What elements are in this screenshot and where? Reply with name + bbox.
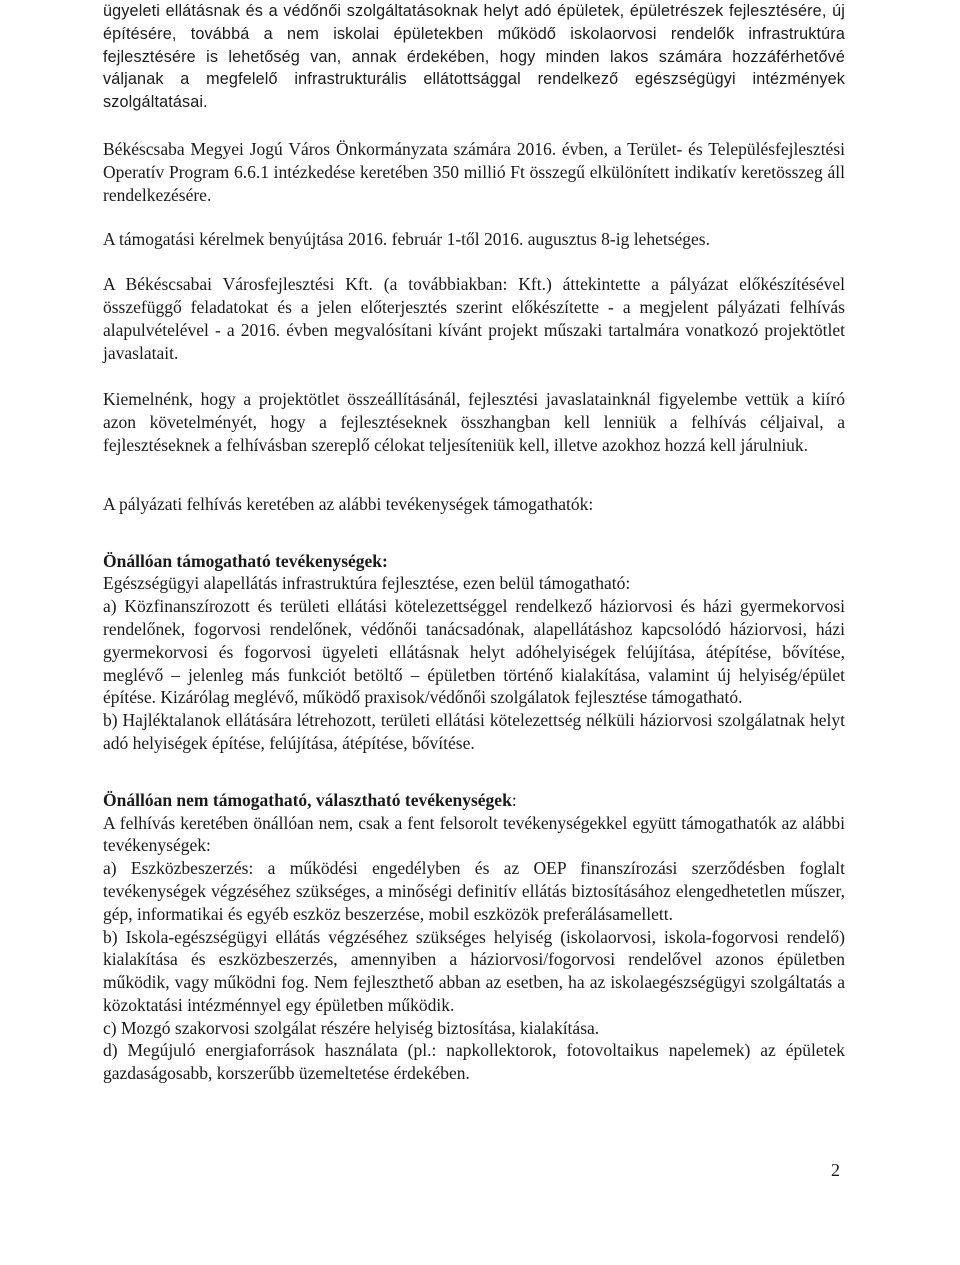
section-heading: Önállóan nem támogatható, választható tevékenységek	[103, 789, 512, 810]
paragraph-deadline: A támogatási kérelmek benyújtása 2016. február 1-től 2016. augusztus 8-ig lehetséges.	[103, 229, 710, 250]
list-item: a) Közfinanszírozott és területi ellátási kötelezettséggel rendelkező háziorvosi és házi gyermekorvosi rendelőnek, fogorvosi rendelőnek, védőnői tanácsadónak, alapellátáshoz kapcsolódó háziorvosi, házi gyermekorvosi és fogorvosi ügyeleti ellátásnak helyt adóhelyiségek felújítása, átépítése, bővítése, meglévő – jelenleg más funkciót betöltő – épületben történő kialakítása, valamint új helyiség/épület építése. Kizárólag meglévő, működő praxisok/védőnői szolgálatok fejlesztése támogatható.	[103, 596, 845, 708]
section-heading-line	[103, 789, 845, 812]
paragraph-kft-review: A Békéscsabai Városfejlesztési Kft. (a továbbiakban: Kft.) áttekintette a pályázat előkészítésével összefüggő feladatokat és a jelen előterjesztés szerint előkészítette - a megjelent pályázati felhívás alapulvételével - a 2016. évben megvalósítani kívánt projekt műszaki tartalmára vonatkozó projektötlet javaslatait.	[103, 274, 845, 363]
section-heading: Önállóan támogatható tevékenységek:	[103, 550, 388, 571]
list-item: b) Hajléktalanok ellátására létrehozott, területi ellátási kötelezettség nélküli háziorvosi szolgálatnak helyt adó helyiségek építése, felújítása, átépítése, bővítése.	[103, 710, 845, 753]
list-item: a) Eszközbeszerzés: a működési engedélyben és az OEP finanszírozási szerződésben foglalt tevékenységek végzéséhez szükséges, a minőségi definitív ellátás biztosításához elengedhetetlen műszer, gép, informatikai és egyéb eszköz beszerzése, mobil eszközök preferálásamellett.	[103, 858, 845, 924]
section-not-independently-supported	[103, 789, 845, 1085]
paragraph-supported-activities: A pályázati felhívás keretében az alábbi tevékenységek támogathatók:	[103, 493, 594, 514]
section-independently-supported	[103, 550, 845, 755]
list-item: b) Iskola-egészségügyi ellátás végzéséhez szükséges helyiség (iskolaorvosi, iskola-fogorvosi rendelő) kialakítása és eszközbeszerzés, amennyiben a háziorvosi/fogorvosi rendelővel azonos épületben működik, vagy működni fog. Nem fejleszthető abban az esetben, ha az iskolaegészségügyi szolgáltatás a közoktatási intézménnyel egy épületben működik.	[103, 926, 845, 1015]
list-item: c) Mozgó szakorvosi szolgálat részére helyiség biztosítása, kialakítása.	[103, 1017, 600, 1038]
document-page	[103, 0, 845, 1085]
heading-colon: :	[511, 789, 517, 810]
list-item: d) Megújuló energiaforrások használata (pl.: napkollektorok, fotovoltaikus napelemek) az épületek gazdaságosabb, korszerűbb üzemeltetése érdekében.	[103, 1040, 845, 1084]
section-intro: Egészségügyi alapellátás infrastruktúra fejlesztése, ezen belül támogatható:	[103, 573, 631, 594]
page-number: 2	[831, 1160, 840, 1180]
paragraph-infrastructure: ügyeleti ellátásnak és a védőnői szolgáltatásoknak helyt adó épületek, épületrészek fejlesztésére, új építésére, továbbá a nem iskolai épületekben működő iskolaorvosi rendelők infrastruktúra fejlesztésére is lehetőség van, annak érdekében, hogy minden lakos számára hozzáférhetővé váljanak a megfelelő infrastrukturális ellátottsággal rendelkező egészségügyi intézmények szolgáltatásai.	[103, 2, 845, 112]
paragraph-budget: Békéscsaba Megyei Jogú Város Önkormányzata számára 2016. évben, a Terület- és Településfejlesztési Operatív Program 6.6.1 intézkedése keretében 350 millió Ft összegű elkülönített indikatív keretösszeg áll rendelkezésére.	[103, 138, 845, 205]
paragraph-requirements: Kiemelnénk, hogy a projektötlet összeállításánál, fejlesztési javaslatainknál figyelembe vettük a kiíró azon követelményét, hogy a fejlesztéseknek összhangban kell lenniük a felhívás céljaival, a fejlesztéseknek a felhívásban szereplő célokat teljesíteniük kell, illetve azokhoz hozzá kell járulniuk.	[103, 389, 845, 455]
section-intro: A felhívás keretében önállóan nem, csak a fent felsorolt tevékenységekkel együtt támogathatók az alábbi tevékenységek:	[103, 812, 845, 856]
